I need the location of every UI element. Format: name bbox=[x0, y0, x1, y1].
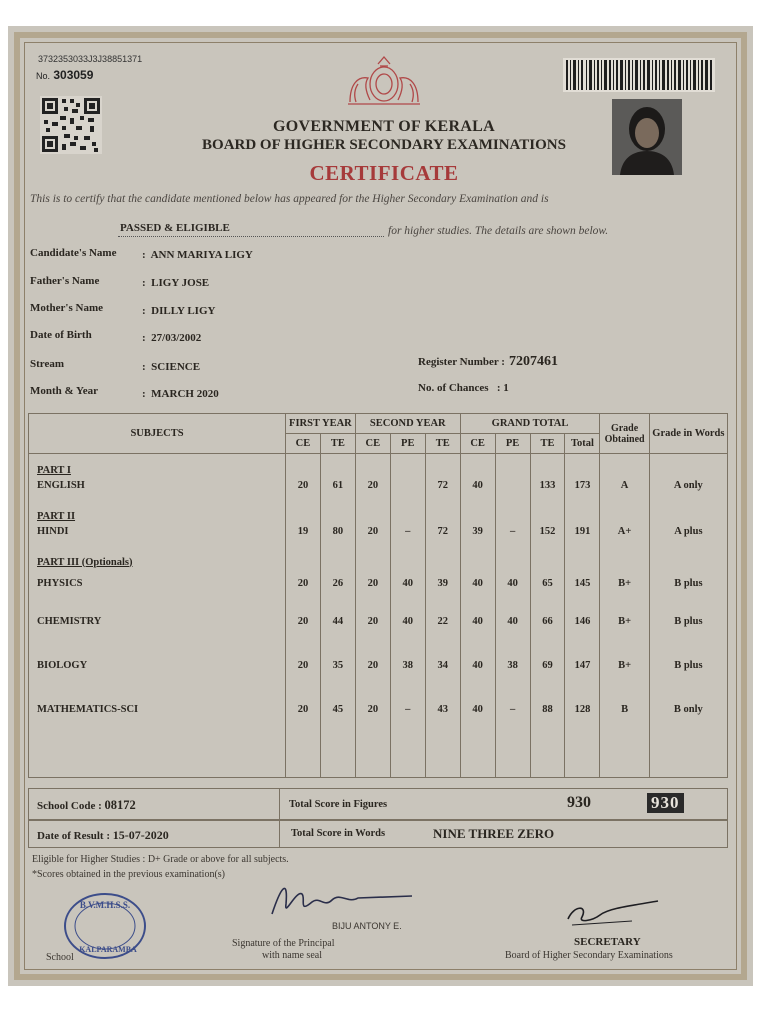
principal-name: BIJU ANTONY E. bbox=[332, 921, 402, 931]
grade-words: B plus bbox=[649, 600, 727, 644]
col-total: Total bbox=[565, 434, 600, 454]
mother-label: Mother's Name bbox=[30, 302, 104, 314]
subject-name: BIOLOGY bbox=[29, 644, 286, 688]
score-words: NINE THREE ZERO bbox=[433, 826, 555, 841]
name-label: Candidate's Name bbox=[30, 247, 117, 259]
certificate-title: CERTIFICATE bbox=[309, 161, 459, 185]
subjects-header: SUBJECTS bbox=[29, 414, 286, 454]
board-label: Board of Higher Secondary Examinations bbox=[505, 950, 673, 961]
grade-words: B plus bbox=[649, 644, 727, 688]
eligibility-note: Eligible for Higher Studies : D+ Grade or above for all subjects. bbox=[32, 854, 289, 865]
secretary-signature-icon bbox=[562, 895, 662, 927]
grade-obtained-header: Grade Obtained bbox=[600, 414, 649, 454]
table-row: HINDI 19 80 20 – 72 39 – 152 191 A+ A plus bbox=[29, 522, 728, 542]
table-row: PHYSICS 20 26 20 40 39 40 40 65 145 B+ B plus bbox=[29, 568, 728, 600]
school-label: School bbox=[46, 952, 74, 963]
dob-value: : 27/03/2002 bbox=[142, 332, 202, 344]
principal-signature-label: Signature of the Principal bbox=[232, 938, 335, 949]
grade-words: B plus bbox=[649, 568, 727, 600]
subject-name: CHEMISTRY bbox=[29, 600, 286, 644]
dotted-line bbox=[118, 236, 384, 237]
father-label: Father's Name bbox=[30, 275, 100, 287]
serial-number: 3732353033J3J38851371 bbox=[38, 54, 143, 64]
marks-table bbox=[28, 413, 728, 778]
result-date: Date of Result : 15-07-2020 bbox=[37, 828, 169, 842]
chances: No. of Chances : 1 bbox=[418, 382, 509, 394]
table-row: ENGLISH 20 61 20 72 40 133 173 A A only bbox=[29, 476, 728, 496]
subject-name: PHYSICS bbox=[29, 568, 286, 600]
subject-name: ENGLISH bbox=[29, 476, 286, 496]
father-value: : LIGY JOSE bbox=[142, 277, 210, 289]
heading-government: GOVERNMENT OF KERALA bbox=[272, 118, 495, 135]
score-figures-box: 930 bbox=[647, 793, 684, 813]
grade: B+ bbox=[600, 644, 649, 688]
register-number: Register Number : 7207461 bbox=[418, 354, 558, 369]
mother-value: : DILLY LIGY bbox=[142, 305, 216, 317]
col-pe: PE bbox=[390, 434, 425, 454]
col-ce: CE bbox=[285, 434, 320, 454]
grade: B+ bbox=[600, 568, 649, 600]
score-figures: 930 bbox=[567, 794, 591, 811]
result-status: PASSED & ELIGIBLE bbox=[120, 222, 230, 234]
summary-row-score bbox=[28, 788, 728, 820]
part-2-label: PART II bbox=[37, 510, 76, 522]
principal-seal-label: with name seal bbox=[262, 950, 322, 961]
secretary-title: SECRETARY bbox=[574, 936, 641, 948]
col-ce: CE bbox=[355, 434, 390, 454]
stream-label: Stream bbox=[30, 358, 65, 370]
certify-tail: for higher studies. The details are shown below. bbox=[388, 225, 609, 237]
first-year-header: FIRST YEAR bbox=[285, 414, 355, 434]
certificate-number: No. 303059 bbox=[36, 68, 94, 82]
stream-value: : SCIENCE bbox=[142, 361, 201, 373]
table-row: BIOLOGY 20 35 20 38 34 40 38 69 147 B+ B plus bbox=[29, 644, 728, 688]
month-value: : MARCH 2020 bbox=[142, 388, 219, 400]
name-value: : ANN MARIYA LIGY bbox=[142, 249, 253, 261]
dob-label: Date of Birth bbox=[30, 329, 92, 341]
table-row: CHEMISTRY 20 44 20 40 22 40 40 66 146 B+ B plus bbox=[29, 600, 728, 644]
principal-signature-icon bbox=[262, 874, 422, 924]
subject-name: HINDI bbox=[29, 522, 286, 542]
col-ce: CE bbox=[460, 434, 495, 454]
score-words-label: Total Score in Words bbox=[291, 828, 386, 839]
barcode-icon bbox=[563, 58, 715, 92]
month-label: Month & Year bbox=[30, 385, 99, 397]
svg-text:B.V.M.H.S.S.: B.V.M.H.S.S. bbox=[79, 900, 131, 910]
part-3-label: PART III (Optionals) bbox=[37, 556, 133, 568]
grade: B bbox=[600, 688, 649, 732]
summary-row-result bbox=[28, 820, 728, 848]
grand-total-header: GRAND TOTAL bbox=[460, 414, 600, 434]
table-row: MATHEMATICS-SCI 20 45 20 – 43 40 – 88 128 B B only bbox=[29, 688, 728, 732]
col-te: TE bbox=[320, 434, 355, 454]
grade: A+ bbox=[600, 522, 649, 542]
heading-board: BOARD OF HIGHER SECONDARY EXAMINATIONS bbox=[202, 137, 566, 153]
grade-words: A plus bbox=[649, 522, 727, 542]
grade: B+ bbox=[600, 600, 649, 644]
grade: A bbox=[600, 476, 649, 496]
kerala-emblem-icon bbox=[340, 54, 428, 108]
school-code: School Code : 08172 bbox=[37, 798, 136, 812]
col-te: TE bbox=[425, 434, 460, 454]
col-pe: PE bbox=[495, 434, 530, 454]
grade-words-header: Grade in Words bbox=[649, 414, 727, 454]
score-figures-label: Total Score in Figures bbox=[289, 799, 388, 810]
previous-scores-note: *Scores obtained in the previous examination(s) bbox=[32, 869, 226, 880]
grade-words: B only bbox=[649, 688, 727, 732]
second-year-header: SECOND YEAR bbox=[355, 414, 460, 434]
grade-words: A only bbox=[649, 476, 727, 496]
subject-name: MATHEMATICS-SCI bbox=[29, 688, 286, 732]
col-te: TE bbox=[530, 434, 565, 454]
svg-text:KALPARAMBA: KALPARAMBA bbox=[79, 945, 137, 954]
part-1-label: PART I bbox=[37, 464, 71, 476]
certify-statement: This is to certify that the candidate mentioned below has appeared for the Higher Secondary Examination and is bbox=[30, 193, 549, 205]
